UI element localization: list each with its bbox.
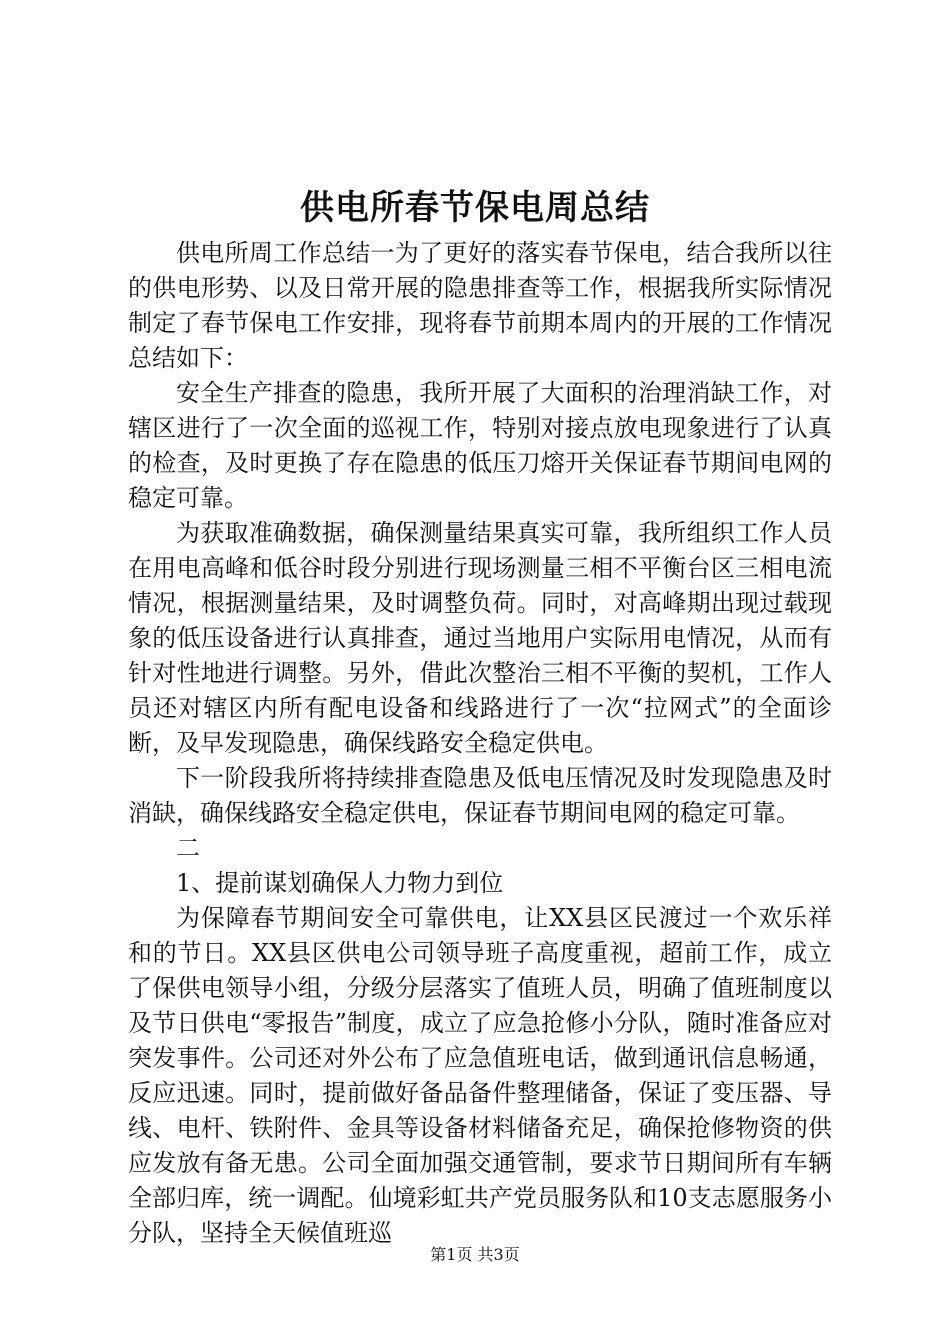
section-number: 二 — [176, 834, 200, 862]
document-title: 供电所春节保电周总结 — [300, 188, 650, 228]
paragraph-safety-inspection: 安全生产排查的隐患，我所开展了大面积的治理消缺工作，对辖区进行了一次全面的巡视工作，特别对接点放电现象进行了认真的检查，及时更换了存在隐患的低压刀熔开关保证春节期间电网的稳定可靠。 — [128, 379, 832, 512]
paragraph-measurement: 为获取准确数据，确保测量结果真实可靠，我所组织工作人员在用电高峰和低谷时段分别进行现场测量三相不平衡台区三相电流情况，根据测量结果，及时调整负荷。同时，对高峰期出现过载现象的低压设备进行认真排查，通过当地用户实际用电情况，从而有针对性地进行调整。另外，借此次整治三相不平衡的契机，工作人员还对辖区内所有配电设备和线路进行了一次“拉网式”的全面诊断，及早发现隐患，确保线路安全稳定供电。 — [128, 519, 832, 757]
paragraph-preparation: 为保障春节期间安全可靠供电，让XX县区民渡过一个欢乐祥和的节日。XX县区供电公司领导班子高度重视，超前工作，成立了保供电领导小组，分级分层落实了值班人员，明确了值班制度以及节日供电“零报告”制度，成立了应急抢修小分队，随时准备应对突发事件。公司还对外公布了应急值班电话，做到通讯信息畅通，反应迅速。同时，提前做好备品备件整理储备，保证了变压器、导线、电杆、铁附件、金具等设备材料储备充足，确保抢修物资的供应发放有备无患。公司全面加强交通管制，要求节日期间所有车辆全部归库，统一调配。仙境彩虹共产党员服务队和10支志愿服务小分队，坚持全天候值班巡 — [128, 904, 832, 1247]
paragraph-next-stage: 下一阶段我所将持续排查隐患及低电压情况及时发现隐患及时消缺，确保线路安全稳定供电，保证春节期间电网的稳定可靠。 — [128, 764, 832, 827]
page-footer: 第1页 共3页 — [430, 1245, 520, 1264]
paragraph-intro: 供电所周工作总结一为了更好的落实春节保电，结合我所以往的供电形势、以及日常开展的隐患排查等工作，根据我所实际情况制定了春节保电工作安排，现将春节前期本周内的开展的工作情况总结如下： — [128, 239, 832, 372]
document-body — [128, 236, 832, 1251]
section-heading: 1、提前谋划确保人力物力到位 — [176, 869, 504, 897]
